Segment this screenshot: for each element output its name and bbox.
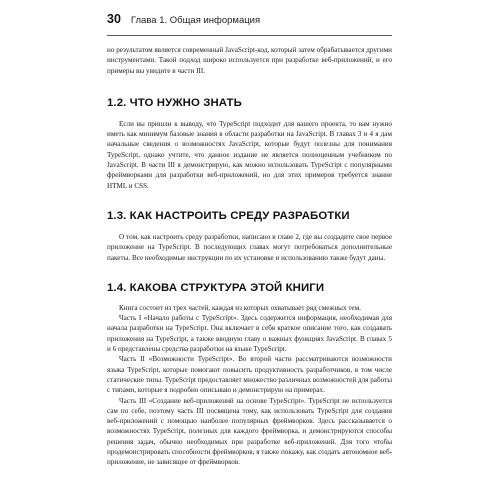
section-heading-1-4: 1.4. КАКОВА СТРУКТУРА ЭТОЙ КНИГИ bbox=[107, 281, 325, 294]
section-1-4-paragraph-part-1: Часть I «Начало работы с TypeScript». Здесь содержится информация, необходимая для начала разработки на TypeScript. Она включает в себя краткое описание того, как создавать приложения на TypeScript, а также вводную главу о важных функциях JavaScript. В главах 5 и 6 представлены средства разработки на языке TypeScript. bbox=[107, 314, 392, 354]
section-1-3-paragraph: О том, как настроить среду разработки, написано в главе 2, где вы создадите свое первое приложение на TypeScript. В последующих главах могут потребоваться дополнительные пакеты. Все необходимые инструкции по их установке и использованию также будут даны. bbox=[107, 232, 392, 262]
intro-paragraph: но результатом является современный JavaScript-код, который затем обрабатывается другими инструментами. Такой подход широко используется при разработке веб-приложений, и его примеры вы увидите в части III. bbox=[107, 46, 392, 75]
section-1-4-paragraph-part-2: Часть II «Возможности TypeScript». Во второй части рассматриваются возможности языка TypeScript, которые помогают повысить продуктивность разработчиков, в том числе статические типы. TypeScript предоставляет множество различных возможностей для работы с типами, которые я подробно описываю и демонстрирую на примерах. bbox=[107, 355, 392, 395]
section-heading-1-2: 1.2. ЧТО НУЖНО ЗНАТЬ bbox=[107, 96, 242, 109]
section-1-4-paragraph-part-3: Часть III «Создание веб-приложений на основе TypeScript». TypeScript не используется сам по себе, поэтому часть III посвящена тому, как использовать TypeScript для создания веб-приложений с помощью наиболее популярных фреймворков. Здесь рассказывается о возможностях TypeScript, полезных для каждого фреймворка, и демонстрируются способы решения задач, обычно необходимых при разработке веб-приложений. Для того чтобы продемонстрировать способности фреймворков, я также покажу, как создать автономное веб-приложение, не зависящее от фреймворков. bbox=[107, 396, 392, 467]
section-heading-1-3: 1.3. КАК НАСТРОИТЬ СРЕДУ РАЗРАБОТКИ bbox=[107, 209, 350, 222]
book-page bbox=[107, 12, 392, 468]
page-number: 30 bbox=[107, 12, 121, 26]
section-1-4-paragraph-1: Книга состоит из трех частей, каждая из которых охватывает ряд смежных тем. bbox=[119, 303, 361, 312]
chapter-title: Глава 1. Общая информация bbox=[130, 15, 261, 26]
running-header bbox=[107, 12, 392, 36]
section-1-2-paragraph: Если вы пришли к выводу, что TypeScript подходит для вашего проекта, то вам нужно иметь как минимум базовые знания в области разработки на JavaScript. В главах 3 и 4 я дам начальные сведения о возможностях JavaScript, которые будут полезны для понимания TypeScript, однако учтите, что данное издание не является полноценным учебником по JavaScript. В части III я демонстрирую, как можно использовать TypeScript с популярными фреймворками для разработки веб-приложений, но для этих примеров требуется знание HTML и CSS. bbox=[107, 119, 392, 190]
